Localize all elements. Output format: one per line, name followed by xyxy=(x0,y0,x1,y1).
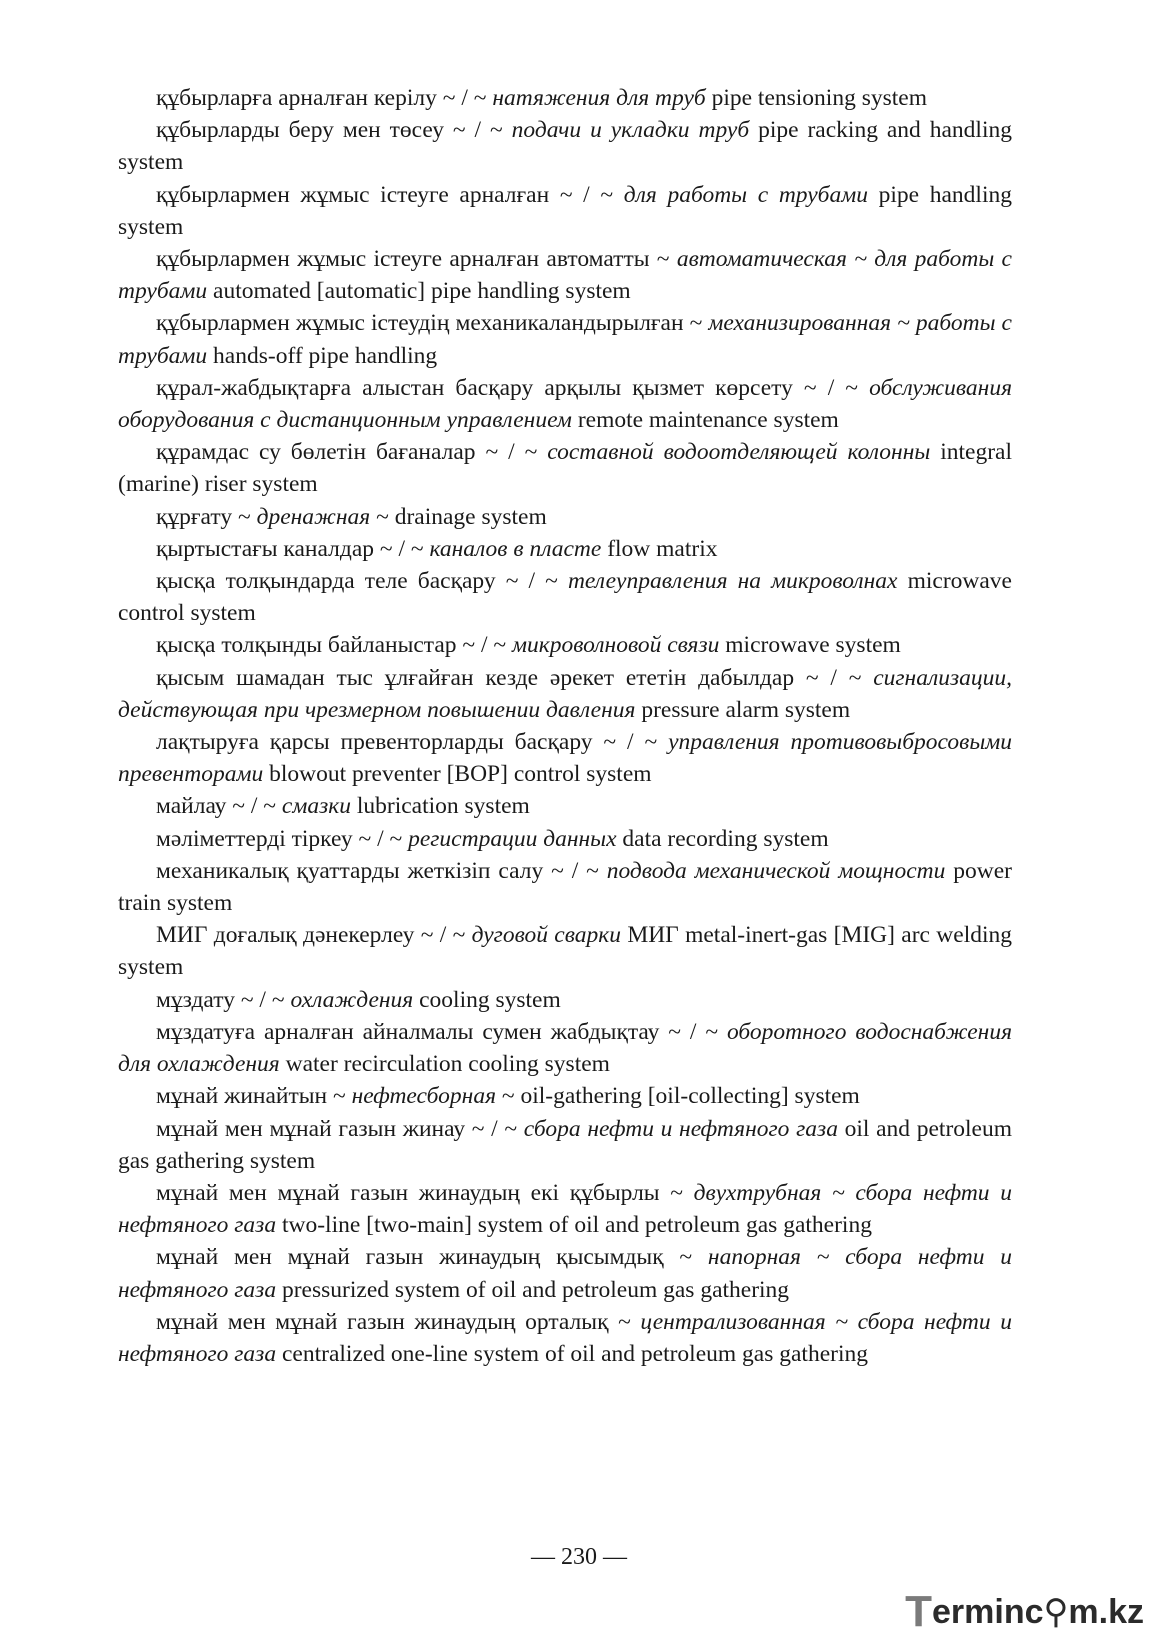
kazakh-term: қысқа толқындарда теле басқару ~ / ~ xyxy=(156,568,568,595)
termincom-logo xyxy=(905,1587,1144,1636)
english-term: flow matrix xyxy=(601,535,718,562)
english-term: oil and petroleum gas gathering system xyxy=(118,1115,1013,1174)
dictionary-entry xyxy=(118,1306,1012,1370)
dictionary-entry xyxy=(118,501,1012,533)
kazakh-term: МИГ доғалық дәнекерлеу ~ / ~ xyxy=(156,922,472,949)
kazakh-term: лақтыруға қарсы превенторларды басқару ~ / ~ xyxy=(156,729,669,756)
kazakh-term: мұнай жинайтын ~ xyxy=(156,1083,352,1110)
dictionary-entry xyxy=(118,726,1012,790)
kazakh-term: қыртыстағы каналдар ~ / ~ xyxy=(156,535,430,562)
dictionary-entry xyxy=(118,179,1012,243)
dictionary-entry xyxy=(118,565,1012,629)
dictionary-entry xyxy=(118,919,1012,983)
russian-term: механизированная ~ работы с трубами xyxy=(118,310,1012,369)
dictionary-entry xyxy=(118,307,1012,371)
dictionary-entry xyxy=(118,823,1012,855)
dictionary-entry xyxy=(118,1080,1012,1112)
kazakh-term: құбырларға арналған керілу ~ / ~ xyxy=(156,85,493,111)
english-term: remote maintenance system xyxy=(571,407,839,434)
english-term: pipe tensioning system xyxy=(705,85,927,111)
russian-term: телеуправления на микроволнах xyxy=(567,568,898,595)
english-term: blowout preventer [BOP] control system xyxy=(263,761,652,788)
english-term: lubrication system xyxy=(350,793,530,820)
dictionary-entry xyxy=(118,1241,1012,1305)
english-term: МИГ metal-inert-gas [MIG] arc welding system xyxy=(118,922,1013,981)
dictionary-entry xyxy=(118,1113,1012,1177)
english-term: cooling system xyxy=(413,986,561,1013)
russian-term: смазки xyxy=(281,793,351,820)
kazakh-term: мәліметтерді тіркеу ~ / ~ xyxy=(156,825,409,852)
kazakh-term: механикалық қуаттарды жеткізіп салу ~ / ~ xyxy=(156,857,607,884)
kazakh-term: мұздатуға арналған айналмалы сумен жабдықтау ~ / ~ xyxy=(156,1018,727,1045)
kazakh-term: мұнай мен мұнай газын жинаудың орталық ~ xyxy=(156,1308,641,1335)
english-term: microwave system xyxy=(719,632,901,659)
english-term: ~ drainage system xyxy=(370,503,547,530)
kazakh-term: қысым шамадан тыс ұлғайған кезде әрекет ететін дабылдар ~ / ~ xyxy=(156,664,874,691)
kazakh-term: құбырлармен жұмыс істеуге арналған автоматты ~ xyxy=(156,246,677,273)
kazakh-term: мұздату ~ / ~ xyxy=(156,986,291,1013)
dictionary-entry xyxy=(118,436,1012,500)
logo-text: erminc⚲m.kz xyxy=(932,1593,1144,1631)
russian-term: сбора нефти и нефтяного газа xyxy=(523,1115,838,1142)
english-term: two-line [two-main] system of oil and petroleum gas gathering xyxy=(276,1212,872,1239)
russian-term: охлаждения xyxy=(290,986,414,1013)
english-term: pressure alarm system xyxy=(635,696,851,723)
russian-term: дуговой сварки xyxy=(471,922,621,949)
dictionary-entry xyxy=(118,533,1012,565)
logo-mark: T xyxy=(905,1587,932,1636)
russian-term: подачи и укладки труб xyxy=(511,117,750,144)
russian-term: централизованная ~ сбора нефти и нефтяного газа xyxy=(118,1308,1012,1367)
english-term: hands-off pipe handling xyxy=(207,342,438,369)
kazakh-term: мұнай мен мұнай газын жинау ~ / ~ xyxy=(156,1115,524,1142)
dictionary-entry xyxy=(118,662,1012,726)
kazakh-term: қысқа толқынды байланыстар ~ / ~ xyxy=(156,632,512,659)
russian-term: микроволновой связи xyxy=(512,632,720,659)
english-term: data recording system xyxy=(616,825,829,852)
dictionary-entry xyxy=(118,855,1012,919)
kazakh-term: құбырлармен жұмыс істеуге арналған ~ / ~ xyxy=(156,181,624,208)
russian-term: натяжения для труб xyxy=(492,85,706,111)
russian-term: подвода механической мощности xyxy=(606,857,946,884)
kazakh-term: құрғату ~ xyxy=(156,503,257,530)
page-number: — 230 — xyxy=(531,1544,627,1570)
russian-term: сигнализации, действующая при чрезмерном повышении давления xyxy=(118,664,1012,723)
russian-term: регистрации данных xyxy=(408,825,617,852)
english-term: power train system xyxy=(118,857,1012,917)
dictionary-entry xyxy=(118,82,1012,114)
dictionary-entry xyxy=(118,629,1012,661)
kazakh-term: құбырларды беру мен төсеу ~ / ~ xyxy=(156,117,512,144)
english-term: pressurized system of oil and petroleum gas gathering xyxy=(276,1276,790,1303)
russian-term: двухтрубная ~ сбора нефти и нефтяного газа xyxy=(118,1179,1012,1239)
english-term: automated [automatic] pipe handling system xyxy=(207,278,631,305)
dictionary-entries xyxy=(118,82,1012,1370)
dictionary-entry xyxy=(118,984,1012,1016)
english-term: pipe racking and handling system xyxy=(118,117,1012,176)
russian-term: составной водоотделяющей колонны xyxy=(547,439,931,466)
english-term: microwave control system xyxy=(118,568,1012,627)
kazakh-term: мұнай мен мұнай газын жинаудың екі құбырлы ~ xyxy=(156,1179,694,1206)
english-term: ~ oil-gathering [oil-collecting] system xyxy=(496,1083,860,1110)
russian-term: нефтесборная xyxy=(351,1083,497,1110)
english-term: integral (marine) riser system xyxy=(118,439,1012,498)
dictionary-entry xyxy=(118,790,1012,822)
russian-term: обслуживания оборудования с дистанционным управлением xyxy=(118,374,1012,434)
kazakh-term: құрамдас су бөлетін бағаналар ~ / ~ xyxy=(156,439,548,466)
dictionary-entry xyxy=(118,114,1012,178)
russian-term: напорная ~ сбора нефти и нефтяного газа xyxy=(118,1244,1012,1303)
dictionary-entry xyxy=(118,1016,1012,1080)
russian-term: оборотного водоснабжения для охлаждения xyxy=(118,1018,1012,1078)
english-term: pipe handling system xyxy=(118,181,1012,240)
russian-term: каналов в пласте xyxy=(429,535,602,562)
dictionary-entry xyxy=(118,1177,1012,1241)
russian-term: автоматическая ~ для работы с трубами xyxy=(118,246,1012,305)
kazakh-term: мұнай мен мұнай газын жинаудың қысымдық ~ xyxy=(156,1244,708,1271)
russian-term: для работы с трубами xyxy=(623,181,868,208)
russian-term: дренажная xyxy=(256,503,371,530)
english-term: water recirculation cooling system xyxy=(279,1051,610,1078)
kazakh-term: құрал-жабдықтарға алыстан басқару арқылы қызмет көрсету ~ / ~ xyxy=(156,374,870,401)
kazakh-term: майлау ~ / ~ xyxy=(156,793,282,820)
russian-term: управления противовыбросовыми превенторами xyxy=(118,729,1012,788)
english-term: centralized one-line system of oil and petroleum gas gathering xyxy=(276,1340,868,1367)
kazakh-term: құбырлармен жұмыс істеудің механикаландырылған ~ xyxy=(156,310,709,337)
dictionary-entry xyxy=(118,372,1012,436)
dictionary-entry xyxy=(118,243,1012,307)
